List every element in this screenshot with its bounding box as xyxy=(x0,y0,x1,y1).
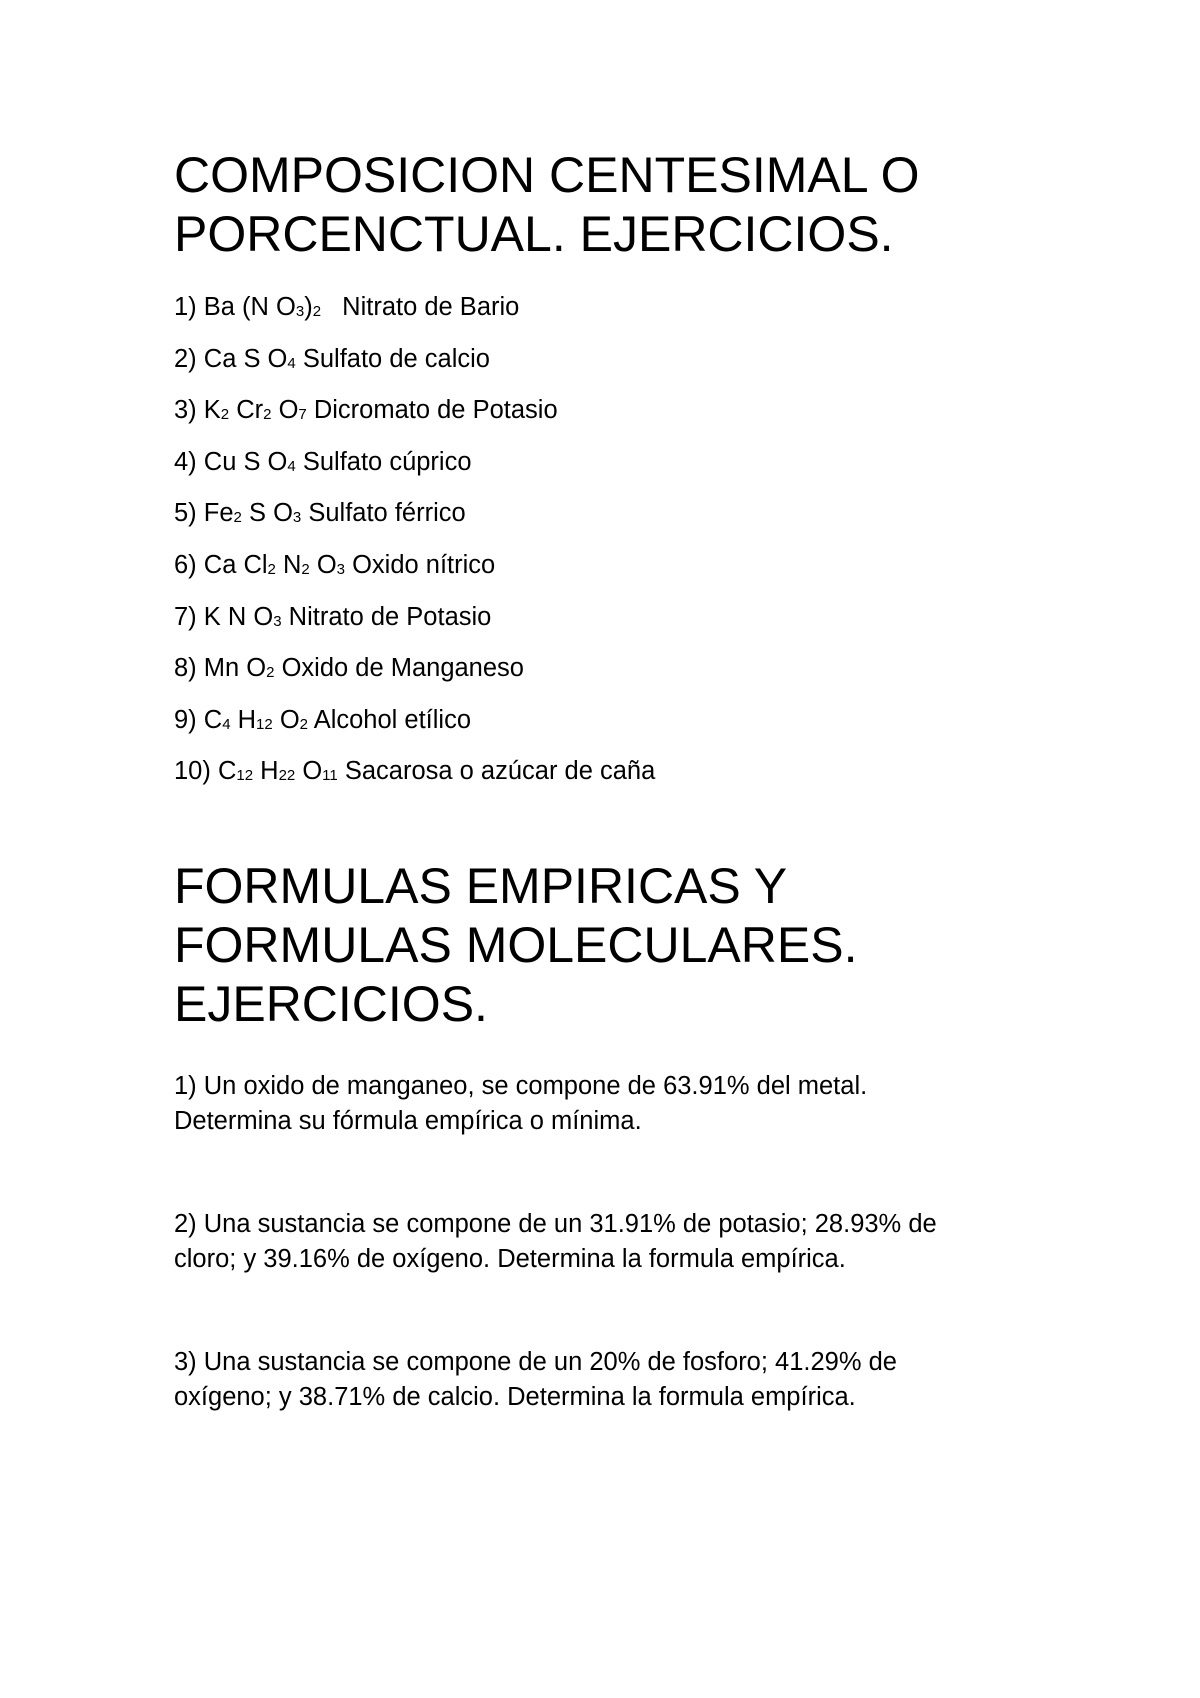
exercise-line: cloro; y 39.16% de oxígeno. Determina la formula empírica. xyxy=(174,1245,846,1273)
chemical-formula xyxy=(204,499,301,527)
formula-item xyxy=(174,597,655,649)
formula-text: O xyxy=(295,757,323,786)
formula-subscript: 3 xyxy=(292,509,302,527)
item-number: 6) xyxy=(174,550,197,579)
formula-subscript: 2 xyxy=(301,560,310,578)
formula-text: K N O xyxy=(203,602,274,631)
formula-text: Mn O xyxy=(203,654,267,683)
section-title-line: FORMULAS MOLECULARES. xyxy=(174,917,858,973)
formula-text: C xyxy=(203,705,223,734)
exercise-item xyxy=(174,1069,1054,1139)
formula-text: Ca S O xyxy=(203,344,288,373)
formula-text: ) xyxy=(304,293,313,321)
formula-subscript: 7 xyxy=(298,406,307,424)
compound-name: Alcohol etílico xyxy=(313,705,472,734)
formula-subscript: 3 xyxy=(273,612,282,630)
section-title-line: COMPOSICION CENTESIMAL O xyxy=(174,147,920,203)
item-number: 5) xyxy=(174,499,197,528)
formula-subscript: 22 xyxy=(278,767,296,785)
exercise-item xyxy=(174,1345,1054,1415)
chemical-formula xyxy=(204,551,345,579)
chemical-formula xyxy=(204,396,307,424)
compound-name: Dicromato de Potasio xyxy=(313,396,558,425)
formula-subscript: 2 xyxy=(220,406,230,424)
exercise-line: Determina su fórmula empírica o mínima. xyxy=(174,1107,642,1135)
formula-subscript: 3 xyxy=(295,303,305,320)
compound-name: Oxido de Manganeso xyxy=(281,654,524,683)
chemical-formula xyxy=(204,293,321,321)
chemical-formula xyxy=(204,603,282,631)
item-number: 10) xyxy=(174,757,211,786)
compound-name: Nitrato de Potasio xyxy=(288,602,492,631)
compound-name: Sulfato férrico xyxy=(308,499,466,528)
section-title-formulas xyxy=(174,857,857,1034)
item-number: 8) xyxy=(174,654,197,683)
formula-item xyxy=(174,287,655,339)
exercise-line: 2) Una sustancia se compone de un 31.91% de potasio; 28.93% de xyxy=(174,1210,937,1238)
compound-name: Sulfato cúprico xyxy=(302,447,472,476)
section-title-composicion xyxy=(174,146,919,264)
compound-name: Oxido nítrico xyxy=(352,550,496,579)
formula-item xyxy=(174,648,655,700)
formula-subscript: 3 xyxy=(336,560,345,578)
formula-text: H xyxy=(230,705,257,734)
chemical-formula xyxy=(204,654,275,682)
item-number: 4) xyxy=(174,447,197,476)
formula-subscript: 2 xyxy=(233,509,242,527)
formula-subscript: 2 xyxy=(299,715,308,733)
formula-text: C xyxy=(217,757,237,786)
item-number: 9) xyxy=(174,705,197,734)
formula-subscript: 2 xyxy=(312,303,322,320)
formula-text: O xyxy=(309,550,337,579)
formula-subscript: 12 xyxy=(236,767,254,785)
section-title-line: PORCENCTUAL. EJERCICIOS. xyxy=(174,206,894,262)
formula-subscript: 11 xyxy=(322,767,338,785)
formula-item xyxy=(174,390,655,442)
formula-text: S O xyxy=(241,499,293,528)
formula-subscript: 4 xyxy=(287,457,296,475)
exercise-line: 3) Una sustancia se compone de un 20% de fosforo; 41.29% de xyxy=(174,1348,897,1376)
formula-text: N xyxy=(275,550,302,579)
formula-subscript: 4 xyxy=(222,715,231,733)
formula-item xyxy=(174,545,655,597)
compound-name: Sulfato de calcio xyxy=(302,344,490,373)
formula-subscript: 2 xyxy=(267,560,276,578)
section-title-line: EJERCICIOS. xyxy=(174,976,488,1032)
formula-subscript: 12 xyxy=(256,715,273,733)
chemical-formula xyxy=(218,757,338,785)
item-number: 3) xyxy=(174,396,197,425)
exercise-line: 1) Un oxido de manganeo, se compone de 63.91% del metal. xyxy=(174,1072,868,1100)
formula-text: O xyxy=(272,705,300,734)
formula-text: O xyxy=(271,396,299,425)
chemical-formula xyxy=(204,706,308,734)
chemical-formula xyxy=(204,448,296,476)
formula-subscript: 2 xyxy=(263,406,272,424)
compound-name: Nitrato de Bario xyxy=(342,293,520,321)
formula-item xyxy=(174,339,655,391)
section-title-line: FORMULAS EMPIRICAS Y xyxy=(174,858,788,914)
formula-text: Ba (N O xyxy=(203,293,296,321)
formula-text: Cu S O xyxy=(203,447,288,476)
item-number: 2) xyxy=(174,344,197,373)
formula-text: Fe xyxy=(203,499,234,528)
chemical-formula xyxy=(204,345,296,373)
formula-text: K xyxy=(203,396,221,425)
formula-text: Ca Cl xyxy=(203,550,268,579)
formula-subscript: 4 xyxy=(287,354,296,372)
formula-item xyxy=(174,442,655,494)
formula-item xyxy=(174,700,655,752)
compound-name: Sacarosa o azúcar de caña xyxy=(344,757,656,786)
formula-subscript: 2 xyxy=(266,664,275,682)
item-number: 7) xyxy=(174,602,197,631)
formula-text: Cr xyxy=(229,396,264,425)
item-number: 1) xyxy=(174,293,197,321)
exercise-line: oxígeno; y 38.71% de calcio. Determina la formula empírica. xyxy=(174,1383,856,1411)
exercise-item xyxy=(174,1207,1054,1277)
formula-item xyxy=(174,493,655,545)
formula-list xyxy=(174,287,655,803)
formula-text: H xyxy=(253,757,279,786)
formula-item xyxy=(174,751,655,803)
